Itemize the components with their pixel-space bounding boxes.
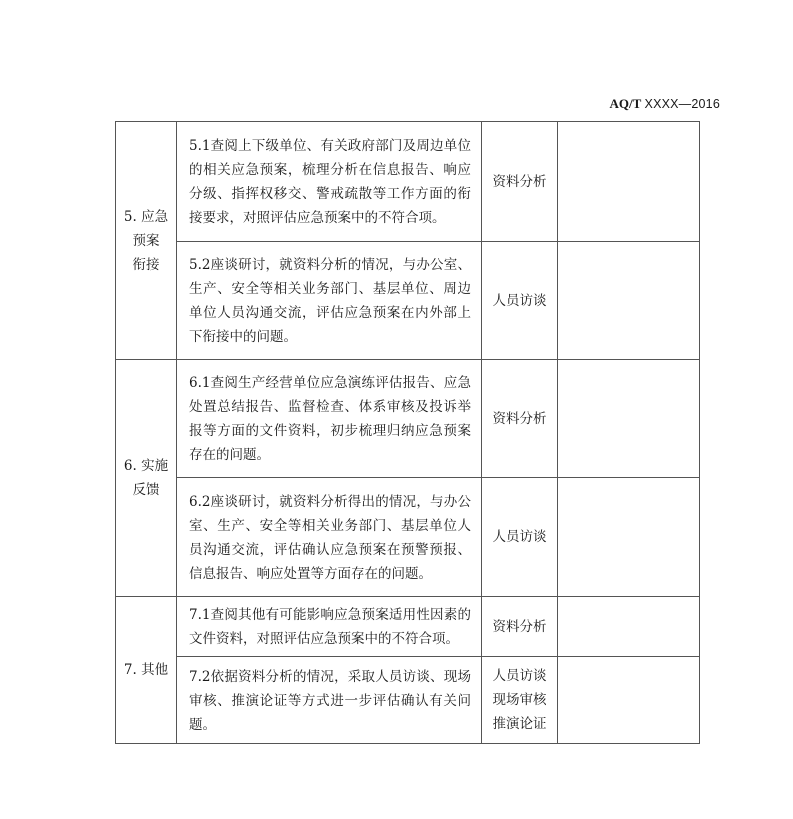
result-cell <box>558 360 700 478</box>
item-content: 5.1查阅上下级单位、有关政府部门及周边单位的相关应急预案，梳理分析在信息报告、响应分级、指挥权移交、警戒疏散等工作方面的衔接要求，对照评估应急预案中的不符合项。 <box>177 122 482 242</box>
result-cell <box>558 478 700 597</box>
table-row <box>116 122 700 242</box>
result-cell <box>558 597 700 657</box>
method-cell: 资料分析 <box>482 360 558 478</box>
item-content: 7.1查阅其他有可能影响应急预案适用性因素的文件资料，对照评估应急预案中的不符合项。 <box>177 597 482 657</box>
method-cell: 人员访谈 <box>482 478 558 597</box>
method-cell: 资料分析 <box>482 122 558 242</box>
category-cell: 7. 其他 <box>116 597 177 744</box>
standard-code: AQ/T <box>609 96 642 111</box>
item-content: 6.2座谈研讨，就资料分析得出的情况，与办公室、生产、安全等相关业务部门、基层单位人员沟通交流，评估确认应急预案在预警预报、信息报告、响应处置等方面存在的问题。 <box>177 478 482 597</box>
item-content: 5.2座谈研讨，就资料分析的情况，与办公室、生产、安全等相关业务部门、基层单位、周边单位人员沟通交流，评估应急预案在内外部上下衔接中的问题。 <box>177 242 482 360</box>
table-row <box>116 478 700 597</box>
table-row <box>116 657 700 744</box>
table-row <box>116 360 700 478</box>
document-header <box>560 96 720 112</box>
standard-number: XXXX—2016 <box>644 97 720 111</box>
table-row <box>116 242 700 360</box>
item-content: 7.2依据资料分析的情况，采取人员访谈、现场审核、推演论证等方式进一步评估确认有关问题。 <box>177 657 482 744</box>
result-cell <box>558 122 700 242</box>
table-row <box>116 597 700 657</box>
method-cell: 人员访谈 现场审核 推演论证 <box>482 657 558 744</box>
category-cell: 6. 实施 反馈 <box>116 360 177 597</box>
method-cell: 人员访谈 <box>482 242 558 360</box>
result-cell <box>558 242 700 360</box>
evaluation-table <box>115 121 700 744</box>
result-cell <box>558 657 700 744</box>
item-content: 6.1查阅生产经营单位应急演练评估报告、应急处置总结报告、监督检查、体系审核及投诉举报等方面的文件资料，初步梳理归纳应急预案存在的问题。 <box>177 360 482 478</box>
category-cell: 5. 应急 预案 衔接 <box>116 122 177 360</box>
method-cell: 资料分析 <box>482 597 558 657</box>
